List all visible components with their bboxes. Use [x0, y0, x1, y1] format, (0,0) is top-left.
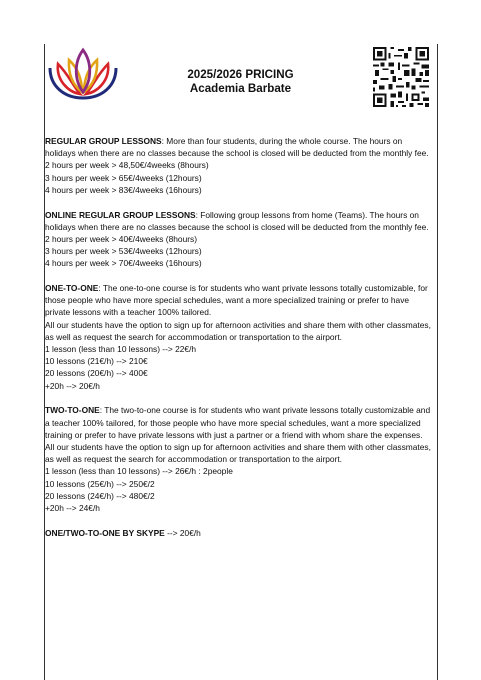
price-line: 2 hours per week > 40€/4weeks (8hours) [45, 233, 197, 244]
section-two-to-one [45, 404, 435, 514]
section-note: All our students have the option to sign up for afternoon activities and share them with other classmates, as well as request the search for accommodation or transportation to the airport. [45, 319, 431, 342]
right-margin-line [437, 44, 438, 680]
section-regular-group [45, 135, 435, 196]
title-line-pricing: 2025/2026 PRICING [187, 68, 294, 81]
price-line: 10 lessons (25€/h) --> 250€/2 [45, 478, 155, 489]
section-online-group [45, 209, 435, 270]
section-description: : More than four students, during the whole course. The hours on holidays when there are no classes because the school is closed will be deducted from the monthly fee. [45, 136, 429, 159]
section-heading: REGULAR GROUP LESSONS [45, 136, 162, 146]
section-description: : Following group lessons from home (Teams). The hours on holidays when there are no classes because the school is closed will be deducted from the monthly fee. [45, 209, 429, 232]
section-intro [45, 282, 435, 319]
price-line: +20h --> 20€/h [45, 380, 100, 391]
price-line: 2 hours per week > 48,50€/4weeks (8hours) [45, 160, 209, 171]
section-intro [45, 404, 435, 441]
page-title [0, 68, 481, 96]
section-heading: ONLINE REGULAR GROUP LESSONS [45, 209, 196, 220]
pricing-content [45, 135, 435, 551]
section-intro [45, 209, 435, 233]
price-line: 4 hours per week > 70€/4weeks (16hours) [45, 258, 202, 269]
price-line: 20 lessons (24€/h) --> 480€/2 [45, 490, 155, 501]
section-skype [45, 527, 435, 539]
price-line: 3 hours per week > 53€/4weeks (12hours) [45, 246, 202, 257]
section-heading: ONE-TO-ONE [45, 283, 99, 294]
section-description: --> 20€/h [164, 527, 201, 538]
section-heading: TWO-TO-ONE [45, 405, 100, 416]
price-line: 3 hours per week > 65€/4weeks (12hours) [45, 172, 202, 183]
section-note: All our students have the option to sign up for afternoon activities and share them with other classmates, as well as request the search for accommodation or transportation to the airport. [45, 441, 431, 465]
price-line: 4 hours per week > 83€/4weeks (16hours) [45, 184, 202, 195]
section-intro [45, 135, 435, 159]
price-line: +20h --> 24€/h [45, 502, 100, 513]
price-line: 10 lessons (21€/h) --> 210€ [45, 356, 148, 367]
section-description: : The one-to-one course is for students who want private lessons totally customizable, for those people who have more special schedules, want a more specialized training or prefer to have private lessons with a teacher 100% tailored. [45, 283, 428, 318]
price-line: 20 lessons (20€/h) --> 400€ [45, 368, 148, 379]
section-heading: ONE/TWO-TO-ONE BY SKYPE [45, 527, 165, 538]
section-one-to-one [45, 282, 435, 392]
section-intro [45, 527, 435, 539]
price-line: 1 lesson (less than 10 lessons) --> 26€/h : 2people [45, 466, 233, 477]
section-description: : The two-to-one course is for students who want private lessons totally customizable and a teacher 100% tailored, for those people who have more special schedules, want a more specialized training or prefer to have private lessons with just a partner or a friend with whom share the expenses. [45, 405, 431, 440]
title-line-academy: Academia Barbate [189, 82, 292, 95]
price-line: 1 lesson (less than 10 lessons) --> 22€/h [45, 344, 197, 355]
